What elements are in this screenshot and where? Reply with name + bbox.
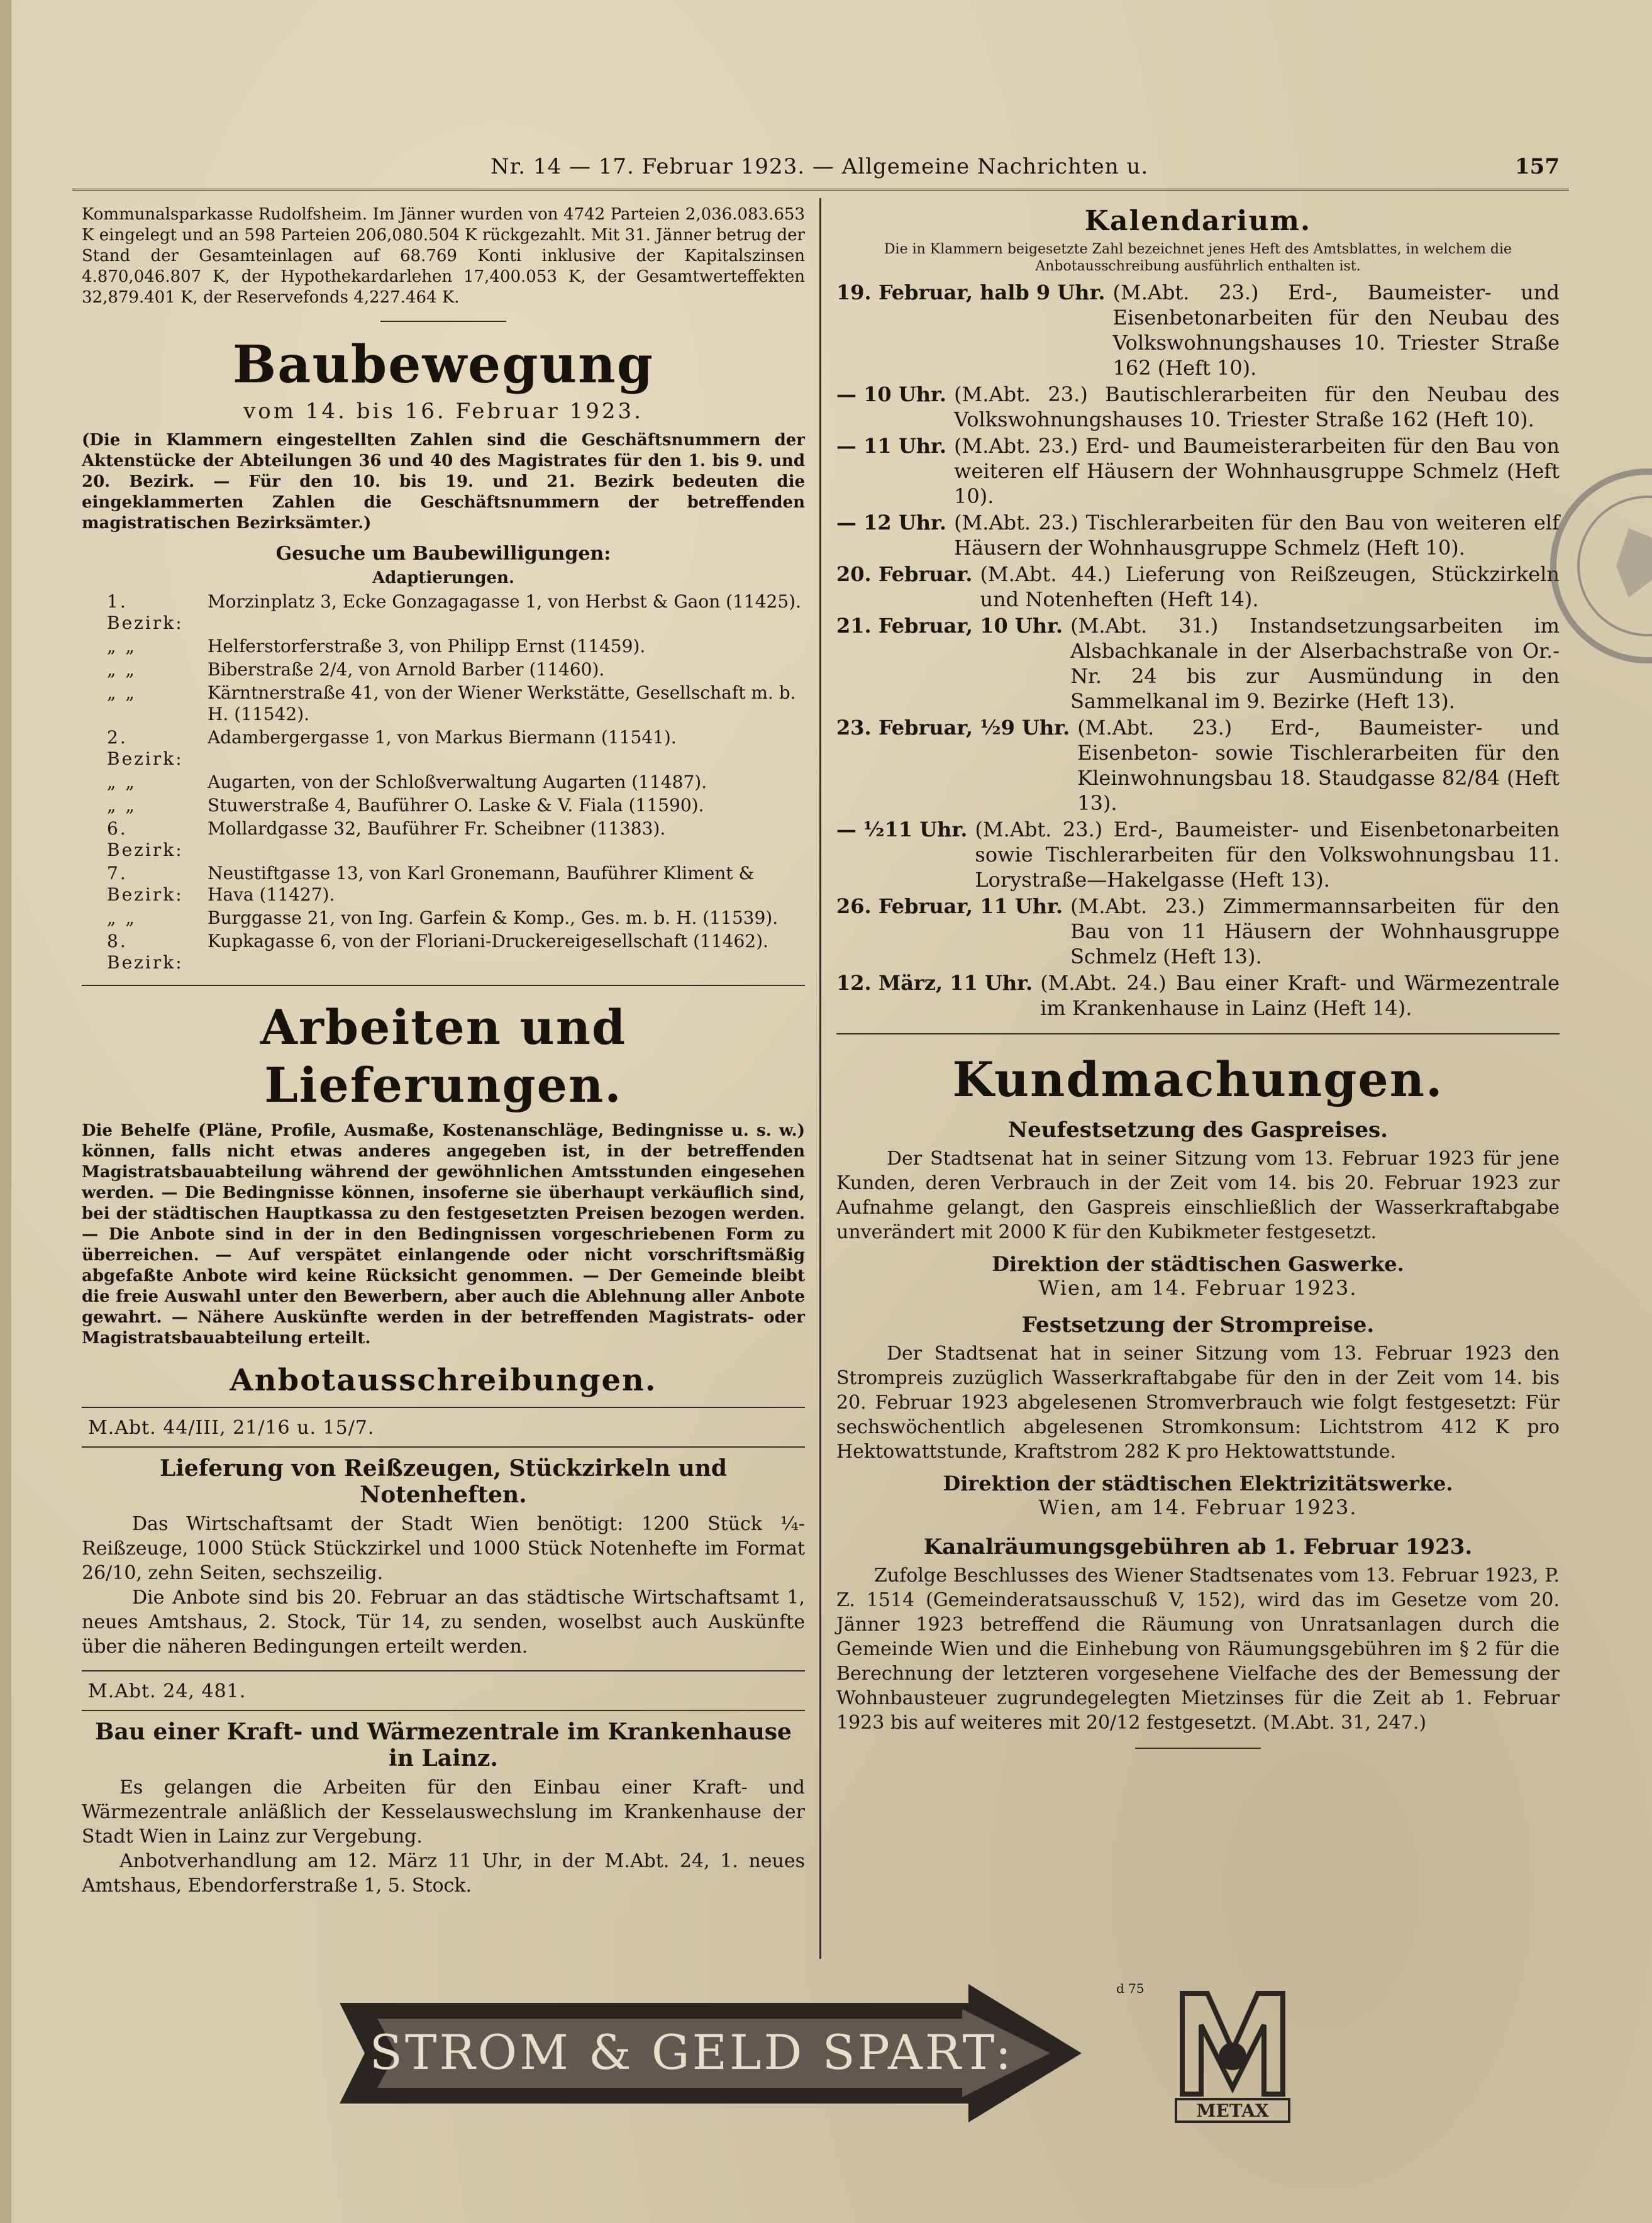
calendar-date: 12. März, 11 Uhr. xyxy=(836,971,1033,995)
permit-text: Augarten, von der Schloßverwaltung Augarten (11487). xyxy=(208,772,707,792)
stamp-seal xyxy=(1534,453,1652,679)
divider xyxy=(1135,1748,1261,1749)
kanal-heading: Kanalräumungsgebühren ab 1. Februar 1923. xyxy=(923,1534,1473,1560)
calendar-text: (M.Abt. 23.) Tischlerarbeiten für den Bau von weiteren elf Häusern der Wohnhausgruppe Schmelz (Heft 10). xyxy=(954,511,1560,560)
permit-item xyxy=(82,727,805,770)
baubewegung-note: (Die in Klammern eingestellten Zahlen sind die Geschäftsnummern der Aktenstücke der Abteilungen 36 und 40 des Magistrates für den 1. bis 9. und 20. Bezirk. — Für den 10. bis 19. und 21. Bezirk bedeuten die eingeklammerten Zahlen die Geschäftsnummern der betreffenden magistratischen Bezirksämter.) xyxy=(82,431,805,533)
permit-text: Morzinplatz 3, Ecke Gonzagagasse 1, von Herbst & Gaon (11425). xyxy=(208,591,801,612)
page-header xyxy=(75,154,1560,192)
permit-list xyxy=(82,591,805,973)
permit-district: 2. Bezirk: xyxy=(107,727,184,769)
tender-body: Es gelangen die Arbeiten für den Einbau einer Kraft- und Wärmezentrale anläßlich der Kesselauswechslung im Krankenhause der Stadt Wien in Lainz zur Vergebung. xyxy=(82,1777,805,1848)
divider xyxy=(82,985,805,986)
baubewegung-title: Baubewegung xyxy=(232,335,655,395)
arbeiten-title: Arbeiten und Lieferungen. xyxy=(260,999,627,1113)
divider xyxy=(380,321,506,322)
calendar-text: (M.Abt. 44.) Lieferung von Reißzeugen, Stückzirkeln und Notenheften (Heft 14). xyxy=(980,562,1560,611)
right-column xyxy=(836,204,1560,1761)
permit-district: „ „ xyxy=(107,795,136,816)
permit-item xyxy=(82,795,805,816)
calendar-date: — 11 Uhr. xyxy=(836,434,947,458)
permit-text: Adambergergasse 1, von Markus Biermann (11541). xyxy=(208,727,677,748)
calendar-entry xyxy=(836,613,1560,714)
calendar-list xyxy=(836,280,1560,1021)
ad-slogan: STROM & GELD SPART: xyxy=(369,2024,1014,2080)
calendar-date: 23. Februar, ½9 Uhr. xyxy=(836,716,1070,740)
permit-item xyxy=(82,659,805,680)
permit-district: 8. Bezirk: xyxy=(107,931,184,973)
tender-body: Anbotverhandlung am 12. März 11 Uhr, in der M.Abt. 24, 1. neues Amtshaus, Ebendorferstraße 1, 5. Stock. xyxy=(82,1850,805,1897)
calendar-text: (M.Abt. 23.) Erd-, Baumeister- und Eisenbetonarbeiten für den Neubau des Volkswohnungshauses 10. Triester Straße 162 (Heft 10). xyxy=(1112,280,1560,380)
header-rule xyxy=(72,189,1569,191)
calendar-text: (M.Abt. 31.) Instandsetzungsarbeiten im Alsbachkanale in der Alserbachstraße von Or.-Nr. 24 bis zur Ausmündung in den Sammelkanal im 9. Bezirke (Heft 13). xyxy=(1070,614,1560,713)
divider xyxy=(82,1710,805,1711)
divider xyxy=(82,1446,805,1448)
permit-district: „ „ xyxy=(107,682,136,703)
permit-district: „ „ xyxy=(107,659,136,680)
calendar-entry xyxy=(836,562,1560,612)
page-edge xyxy=(0,0,11,2223)
permit-district: „ „ xyxy=(107,636,136,657)
permit-item xyxy=(82,907,805,929)
tender-body: Das Wirtschaftsamt der Stadt Wien benötigt: 1200 Stück ¼-Reißzeuge, 1000 Stück Stückzirkel und 1000 Stück Notenhefte im Format 26/10, zehn Seiten, sechszeilig. xyxy=(82,1513,805,1584)
permit-subheading: Adaptierungen. xyxy=(372,568,514,587)
calendar-text: (M.Abt. 23.) Bautischlerarbeiten für den Neubau des Volkswohnungshauses 10. Triester Straße 162 (Heft 10). xyxy=(954,382,1560,431)
divider xyxy=(82,1670,805,1671)
issue-line: Nr. 14 — 17. Februar 1923. — Allgemeine Nachrichten u. xyxy=(491,154,1149,179)
permit-district: 6. Bezirk: xyxy=(107,818,184,860)
tender-heading: Lieferung von Reißzeugen, Stückzirkeln und Notenheften. xyxy=(159,1455,728,1508)
calendar-entry xyxy=(836,382,1560,432)
calendar-entry xyxy=(836,510,1560,560)
calendar-text: (M.Abt. 23.) Erd-, Baumeister- und Eisenbeton- sowie Tischlerarbeiten für den Kleinwohnungsbau 18. Staudgasse 82/84 (Heft 13). xyxy=(1077,716,1560,815)
calendar-date: 19. Februar, halb 9 Uhr. xyxy=(836,280,1106,304)
calendar-date: — ½11 Uhr. xyxy=(836,818,968,841)
calendar-text: (M.Abt. 23.) Erd-, Baumeister- und Eisenbetonarbeiten sowie Tischlerarbeiten für den Volkswohnungsbau 11. Lorystraße—Hakelgasse (Heft 13). xyxy=(975,818,1560,892)
calendar-entry xyxy=(836,970,1560,1021)
left-column xyxy=(82,204,805,1898)
permit-item xyxy=(82,772,805,793)
calendar-entry xyxy=(836,894,1560,969)
divider xyxy=(82,1407,805,1408)
calendar-entry xyxy=(836,715,1560,816)
permit-district: „ „ xyxy=(107,772,136,792)
ad-banner xyxy=(340,1984,1094,2122)
tender-reference: M.Abt. 44/III, 21/16 u. 15/7. xyxy=(88,1417,375,1439)
gas-date: Wien, am 14. Februar 1923. xyxy=(1038,1276,1358,1300)
calendar-date: — 12 Uhr. xyxy=(836,511,947,535)
permit-text: Kärntnerstraße 41, von der Wiener Werkstätte, Gesellschaft m. b. H. (11542). xyxy=(208,682,796,724)
permit-district: „ „ xyxy=(107,907,136,928)
calendar-date: — 10 Uhr. xyxy=(836,382,947,406)
calendar-date: 26. Februar, 11 Uhr. xyxy=(836,894,1063,918)
permit-district: 1. Bezirk: xyxy=(107,591,184,633)
permit-item xyxy=(82,931,805,973)
tender-reference: M.Abt. 24, 481. xyxy=(88,1680,247,1702)
permit-item xyxy=(82,636,805,657)
permit-item xyxy=(82,682,805,725)
ad-code: d 75 xyxy=(1116,1981,1145,1996)
arbeiten-note: Die Behelfe (Pläne, Profile, Ausmaße, Kostenanschläge, Bedingnisse u. s. w.) können, falls nicht etwas anderes angegeben ist, in der betreffenden Magistratsbauabteilung während der gewöhnlichen Amtsstunden eingesehen werden. — Die Bedingnisse können, insoferne sie überhaupt verkäuflich sind, bei der städtischen Hauptkassa zu den festgesetzten Preisen bezogen werden. — Die Anbote sind in der in den Bedingnissen vorgeschriebenen Form zu überreichen. — Auf verspätet einlangende oder nicht vorschriftsmäßig abgefaßte Anbote wird keine Rücksicht genommen. — Der Gemeinde bleibt die freie Auswahl unter den Bewerbern, aber auch die Ablehnung aller Anbote gewahrt. — Nähere Auskünfte werden in der betreffenden Magistrats- oder Magistratsbauabteilung erteilt. xyxy=(82,1121,805,1348)
permit-item xyxy=(82,818,805,861)
calendar-entry xyxy=(836,280,1560,380)
permit-text: Burggasse 21, von Ing. Garfein & Komp., Ges. m. b. H. (11539). xyxy=(208,907,779,928)
permit-text: Helferstorferstraße 3, von Philipp Ernst (11459). xyxy=(208,636,646,657)
page-number: 157 xyxy=(1515,154,1560,179)
permit-heading: Gesuche um Baubewilligungen: xyxy=(275,543,611,565)
column-separator xyxy=(819,198,821,1959)
savings-bank-notice: Kommunalsparkasse Rudolfsheim. Im Jänner wurden von 4742 Parteien 2,036.083.653 K eingelegt und an 598 Parteien 206,080.504 K rückgezahlt. Mit 31. Jänner betrug der Stand der Gesamteinlagen auf 68.769 Konti inklusive der Kapitalszinsen 4.870,046.807 K, der Hypothekardarlehen 17,400.053 K, der Gesamtwerteffekten 32,879.401 K, der Reservefonds 4,227.464 K. xyxy=(82,205,805,307)
calendar-text: (M.Abt. 24.) Bau einer Kraft- und Wärmezentrale im Krankenhause in Lainz (Heft 14). xyxy=(1040,971,1560,1020)
calendar-text: (M.Abt. 23.) Erd- und Baumeisterarbeiten für den Bau von weiteren elf Häusern der Wohnhausgruppe Schmelz (Heft 10). xyxy=(954,434,1560,508)
strom-date: Wien, am 14. Februar 1923. xyxy=(1038,1495,1358,1519)
permit-item xyxy=(82,863,805,906)
permit-text: Biberstraße 2/4, von Arnold Barber (11460). xyxy=(208,659,605,680)
calendar-date: 21. Februar, 10 Uhr. xyxy=(836,614,1063,638)
kanal-body: Zufolge Beschlusses des Wiener Stadtsenates vom 13. Februar 1923, P. Z. 1514 (Gemeinderatsausschuß V, 152), wird das im Gesetze vom 20. Jänner 1923 betreffend die Räumung von Unratsanlagen durch die Gemeinde Wien und die Einhebung von Räumungsgebühren im § 2 für die Berechnung der letzteren vorgesehene Vielfache des der Bemessung der Wohnbausteuer zugrundegelegten Mietzinses für die Zeit ab 1. Februar 1923 bis auf weiteres mit 20/12 festgesetzt. (M.Abt. 31, 247.) xyxy=(836,1565,1560,1734)
tender-heading: Bau einer Kraft- und Wärmezentrale im Krankenhause in Lainz. xyxy=(95,1719,792,1771)
permit-text: Stuwerstraße 4, Bauführer O. Laske & V. Fiala (11590). xyxy=(208,795,704,816)
calendar-entry xyxy=(836,433,1560,509)
baubewegung-subtitle: vom 14. bis 16. Februar 1923. xyxy=(243,399,643,424)
metax-brand: METAX xyxy=(1196,2100,1269,2121)
calendar-date: 20. Februar. xyxy=(836,562,973,586)
anbot-title: Anbotausschreibungen. xyxy=(230,1363,657,1398)
kundmachungen-title: Kundmachungen. xyxy=(952,1051,1444,1107)
gas-heading: Neufestsetzung des Gaspreises. xyxy=(1008,1117,1388,1143)
permit-district: 7. Bezirk: xyxy=(107,863,184,905)
strom-heading: Festsetzung der Strompreise. xyxy=(1021,1312,1375,1338)
permit-item xyxy=(82,591,805,634)
permit-text: Kupkagasse 6, von der Floriani-Druckereigesellschaft (11462). xyxy=(208,931,768,951)
kalendarium-title: Kalendarium. xyxy=(1084,205,1312,237)
strom-body: Der Stadtsenat hat in seiner Sitzung vom 13. Februar 1923 den Strompreis zuzüglich Wasserkraftabgabe für den in der Zeit vom 14. bis 20. Februar 1923 abgelesenen Stromverbrauch wie folgt festgesetzt: Für sechswöchentlich abgelesenen Stromkonsum: Lichtstrom 412 K pro Hektowattstunde, Kraftstrom 282 K pro Hektowattstunde. xyxy=(836,1343,1560,1463)
divider xyxy=(836,1033,1560,1034)
calendar-text: (M.Abt. 23.) Zimmermannsarbeiten für den Bau von 11 Häusern der Wohnhausgruppe Schmelz (Heft 13). xyxy=(1070,894,1560,968)
gas-signature: Direktion der städtischen Gaswerke. xyxy=(992,1252,1404,1276)
permit-text: Mollardgasse 32, Bauführer Fr. Scheibner (11383). xyxy=(208,818,666,839)
permit-text: Neustiftgasse 13, von Karl Gronemann, Bauführer Kliment & Hava (11427). xyxy=(208,863,755,905)
calendar-entry xyxy=(836,817,1560,892)
metax-logo xyxy=(1170,1981,1295,2126)
gas-body: Der Stadtsenat hat in seiner Sitzung vom 13. Februar 1923 für jene Kunden, deren Verbrauch in der Zeit vom 14. bis 20. Februar 1923 zur Aufnahme gelangt, den Gaspreis einschließlich der Wasserkraftabgabe unverändert mit 2000 K für den Kubikmeter festgesetzt. xyxy=(836,1148,1560,1243)
strom-signature: Direktion der städtischen Elektrizitätswerke. xyxy=(943,1472,1453,1495)
tender-body: Die Anbote sind bis 20. Februar an das städtische Wirtschaftsamt 1, neues Amtshaus, 2. Stock, Tür 14, zu senden, woselbst auch Auskünfte über die näheren Bedingungen erteilt werden. xyxy=(82,1587,805,1658)
kalendarium-note: Die in Klammern beigesetzte Zahl bezeichnet jenes Heft des Amtsblattes, in welchem die Anbotausschreibung ausführlich enthalten ist. xyxy=(884,241,1512,274)
